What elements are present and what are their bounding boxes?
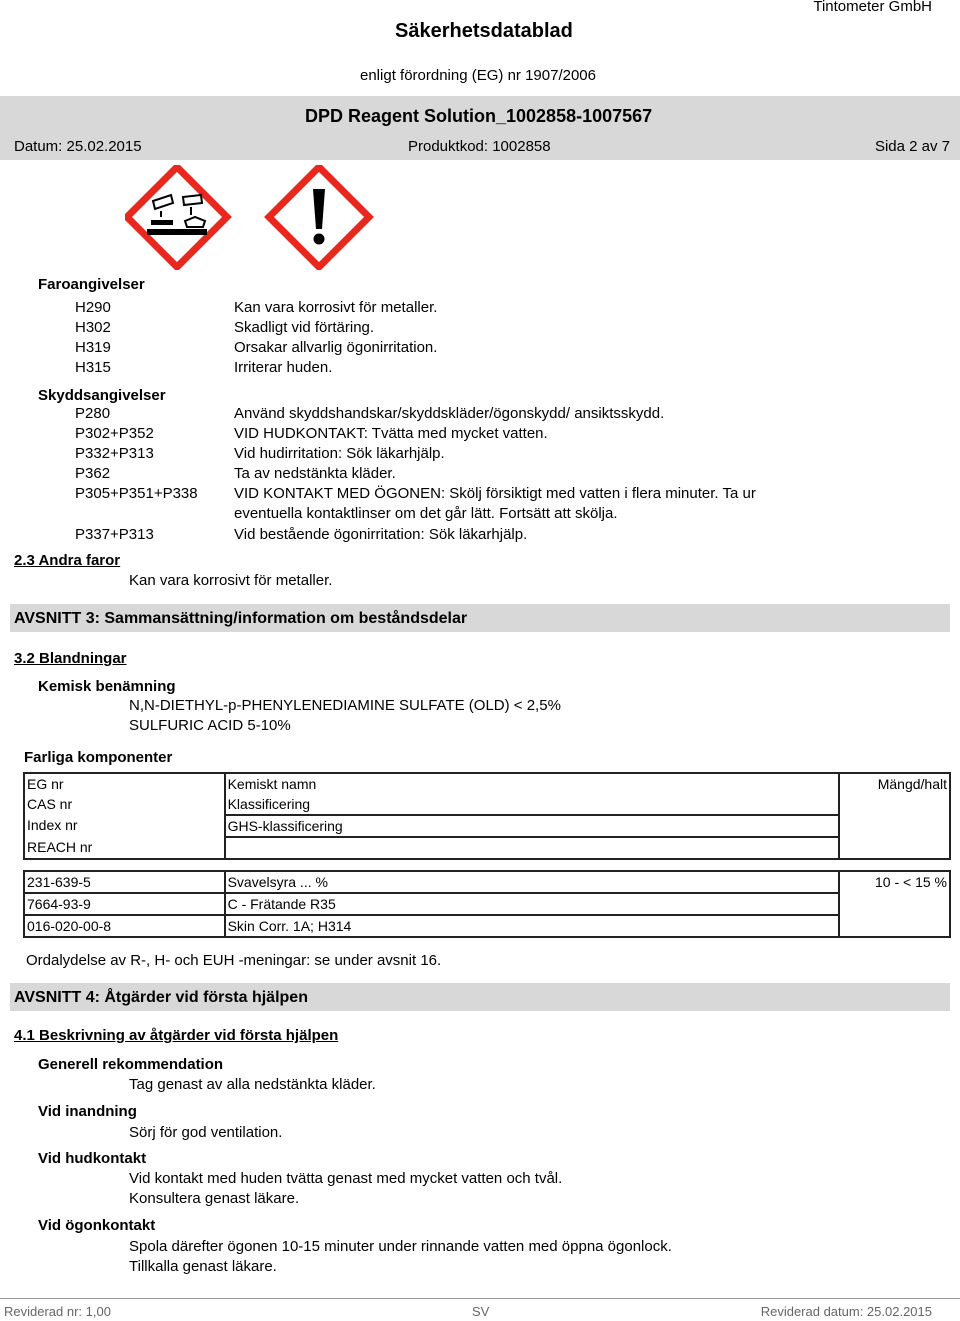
chemical-name: Svavelsyra ... % <box>225 871 840 893</box>
cas-number: 7664-93-9 <box>24 893 225 915</box>
table-row <box>24 773 950 794</box>
table-header-cell: EG nr <box>24 773 225 794</box>
revision-date: Reviderad datum: 25.02.2015 <box>760 1304 932 1319</box>
precaution-text: Vid hudirritation: Sök läkarhjälp. <box>234 445 445 462</box>
hazardous-components-heading: Farliga komponenter <box>24 749 173 766</box>
precaution-code: P305+P351+P338 <box>75 485 198 502</box>
hazard-text: Orsakar allvarlig ögonirritation. <box>234 339 438 356</box>
section4-title: AVSNITT 4: Åtgärder vid första hjälpen <box>14 989 308 1006</box>
hazard-heading: Faroangivelser <box>38 276 145 293</box>
corrosion-pictogram <box>127 167 227 267</box>
ghs-classification: Skin Corr. 1A; H314 <box>225 915 840 937</box>
exclamation-pictogram <box>269 167 369 267</box>
product-name: DPD Reagent Solution_1002858-1007567 <box>305 106 653 126</box>
other-hazards-heading: 2.3 Andra faror <box>14 552 121 569</box>
classification: C - Frätande R35 <box>225 893 840 915</box>
precaution-code: P280 <box>75 405 111 422</box>
eg-number: 231-639-5 <box>24 871 225 893</box>
hazard-text: Irriterar huden. <box>234 359 333 376</box>
inhalation-text: Sörj för god ventilation. <box>129 1124 283 1141</box>
table-header-cell: Mängd/halt <box>839 773 950 794</box>
eye-contact-text: Tillkalla genast läkare. <box>129 1258 277 1275</box>
table-header-cell: Kemiskt namn <box>225 773 840 794</box>
table-row <box>24 871 950 893</box>
hazard-text: Kan vara korrosivt för metaller. <box>234 299 438 316</box>
regulation-text: enligt förordning (EG) nr 1907/2006 <box>360 67 596 84</box>
document-title: Säkerhetsdatablad <box>395 20 573 42</box>
table-header-cell: REACH nr <box>24 837 225 859</box>
precaution-text: VID HUDKONTAKT: Tvätta med mycket vatten. <box>234 425 548 442</box>
general-heading: Generell rekommendation <box>38 1056 224 1073</box>
table-header-cell <box>839 837 950 859</box>
table-header-cell: Klassificering <box>225 794 840 815</box>
footer-divider <box>0 1298 960 1299</box>
table-row <box>24 915 950 937</box>
table-header-cell <box>839 794 950 815</box>
document-date: Datum: 25.02.2015 <box>14 138 142 155</box>
table-header-cell: CAS nr <box>24 794 225 815</box>
precaution-code: P337+P313 <box>75 526 154 543</box>
hazard-code: H302 <box>75 319 111 336</box>
table-row <box>24 859 950 871</box>
skin-contact-text: Konsultera genast läkare. <box>129 1190 300 1207</box>
hazard-text: Skadligt vid förtäring. <box>234 319 375 336</box>
ghs-pictograms <box>125 165 375 270</box>
precaution-code: P362 <box>75 465 111 482</box>
chemical-name-line: N,N-DIETHYL-p-PHENYLENEDIAMINE SULFATE (OLD) < 2,5% <box>129 697 561 714</box>
table-row <box>24 794 950 815</box>
precaution-text: VID KONTAKT MED ÖGONEN: Skölj försiktigt med vatten i flera minuter. Ta ur <box>234 485 756 502</box>
skin-contact-heading: Vid hudkontakt <box>38 1150 147 1167</box>
table-header-cell: GHS-klassificering <box>225 815 840 837</box>
other-hazards-text: Kan vara korrosivt för metaller. <box>129 572 333 589</box>
chemical-name-line: SULFURIC ACID 5-10% <box>129 717 291 734</box>
precaution-text: Använd skyddshandskar/skyddskläder/ögonskydd/ ansiktsskydd. <box>234 405 665 422</box>
revision-number: Reviderad nr: 1,00 <box>4 1304 111 1319</box>
table-row <box>24 815 950 837</box>
precaution-text: Vid bestående ögonirritation: Sök läkarhjälp. <box>234 526 528 543</box>
precaution-text: Ta av nedstänkta kläder. <box>234 465 396 482</box>
company-name: Tintometer GmbH <box>813 0 932 15</box>
phrases-note: Ordalydelse av R-, H- och EUH -meningar: se under avsnit 16. <box>26 952 442 969</box>
section3-title: AVSNITT 3: Sammansättning/information om beståndsdelar <box>14 610 468 627</box>
product-code: Produktkod: 1002858 <box>408 138 551 155</box>
precaution-text-continued: eventuella kontaktlinser om det går lätt. Fortsätt att skölja. <box>234 505 618 522</box>
amount: 10 - < 15 % <box>839 871 950 893</box>
table-row <box>24 893 950 915</box>
table-row <box>24 837 950 859</box>
table-header-cell: Index nr <box>24 815 225 837</box>
index-number: 016-020-00-8 <box>24 915 225 937</box>
inhalation-heading: Vid inandning <box>38 1103 137 1120</box>
table-header-cell <box>225 837 840 859</box>
chemical-name-heading: Kemisk benämning <box>38 678 176 695</box>
precaution-heading: Skyddsangivelser <box>38 387 166 404</box>
hazard-code: H319 <box>75 339 111 356</box>
general-text: Tag genast av alla nedstänkta kläder. <box>129 1076 376 1093</box>
first-aid-heading: 4.1 Beskrivning av åtgärder vid första hjälpen <box>14 1027 339 1044</box>
precaution-code: P302+P352 <box>75 425 154 442</box>
table-header-cell <box>839 815 950 837</box>
hazard-code: H315 <box>75 359 111 376</box>
eye-contact-text: Spola därefter ögonen 10-15 minuter under rinnande vatten med öppna ögonlock. <box>129 1238 672 1255</box>
skin-contact-text: Vid kontakt med huden tvätta genast med mycket vatten och tvål. <box>129 1170 563 1187</box>
eye-contact-heading: Vid ögonkontakt <box>38 1217 156 1234</box>
language-code: SV <box>472 1304 490 1319</box>
components-table <box>23 772 951 938</box>
page-number: Sida 2 av 7 <box>874 138 950 155</box>
precaution-code: P332+P313 <box>75 445 154 462</box>
hazard-code: H290 <box>75 299 111 316</box>
mixtures-heading: 3.2 Blandningar <box>14 650 127 667</box>
